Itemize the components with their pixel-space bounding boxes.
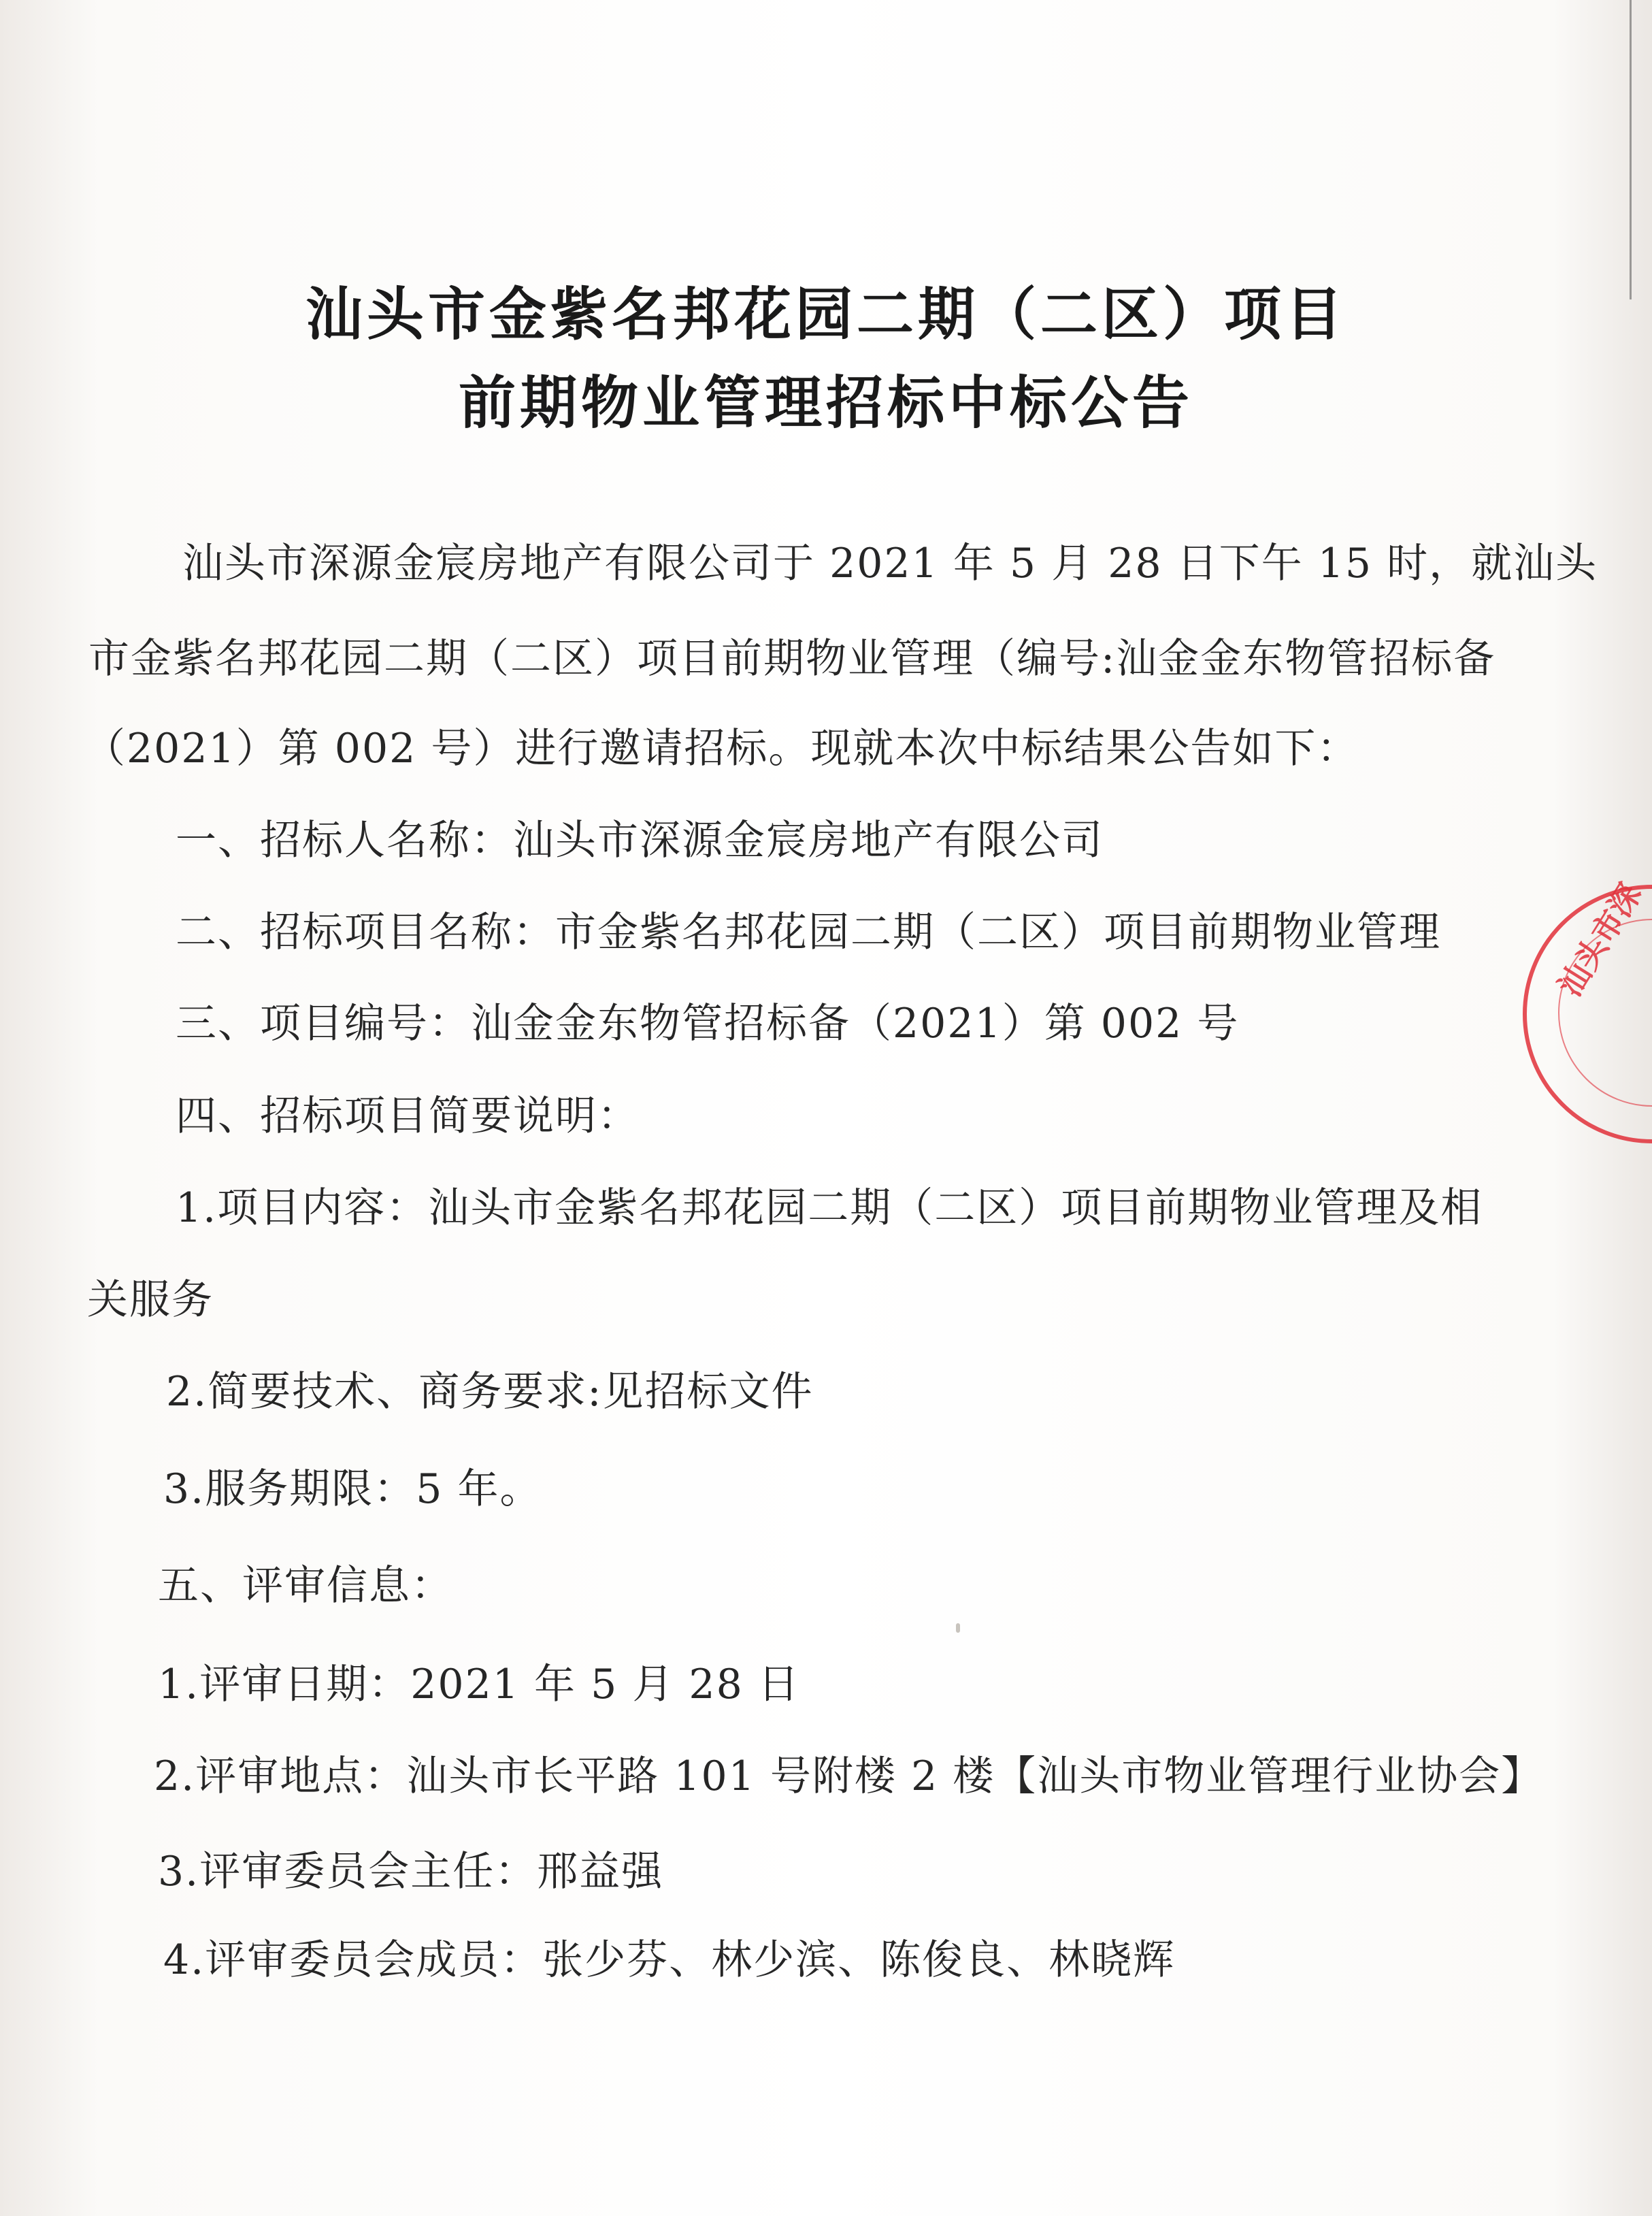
section-5-item-1: 1.评审日期：2021 年 5 月 28 日 xyxy=(158,1661,800,1708)
intro-line-1: 汕头市深源金宸房地产有限公司于 2021 年 5 月 28 日下午 15 时，就汕头 xyxy=(182,540,1598,587)
section-4-item-1-line-1: 1.项目内容：汕头市金紫名邦花园二期（二区）项目前期物业管理及相 xyxy=(176,1184,1483,1232)
red-seal-text: 汕头市深 xyxy=(1551,877,1649,1003)
section-4-item-1-line-2: 关服务 xyxy=(87,1276,214,1324)
intro-line-3: （2021）第 002 号）进行邀请招标。现就本次中标结果公告如下： xyxy=(84,725,1359,772)
section-3-project-number: 三、项目编号：汕金金东物管招标备（2021）第 002 号 xyxy=(176,1000,1240,1047)
section-5-item-4: 4.评审委员会成员：张少芬、林少滨、陈俊良、林晓辉 xyxy=(163,1936,1176,1984)
section-4-item-2: 2.简要技术、商务要求:见招标文件 xyxy=(166,1368,814,1416)
section-4-item-3: 3.服务期限：5 年。 xyxy=(163,1465,542,1513)
section-2-project-name: 二、招标项目名称：市金紫名邦花园二期（二区）项目前期物业管理 xyxy=(176,909,1441,956)
title-line-1: 汕头市金紫名邦花园二期（二区）项目 xyxy=(305,281,1347,348)
section-5-heading: 五、评审信息： xyxy=(158,1562,453,1610)
section-1-bidder: 一、招标人名称：汕头市深源金宸房地产有限公司 xyxy=(176,817,1104,864)
title-line-2: 前期物业管理招标中标公告 xyxy=(458,370,1193,436)
section-5-item-3: 3.评审委员会主任：邢益强 xyxy=(158,1848,664,1895)
scan-speck xyxy=(956,1623,960,1633)
section-5-item-2: 2.评审地点：汕头市长平路 101 号附楼 2 楼【汕头市物业管理行业协会】 xyxy=(154,1753,1544,1800)
intro-line-2: 市金紫名邦花园二期（二区）项目前期物业管理（编号:汕金金东物管招标备 xyxy=(88,635,1496,683)
section-4-heading: 四、招标项目简要说明： xyxy=(176,1092,640,1140)
page-edge-line xyxy=(1630,0,1632,299)
